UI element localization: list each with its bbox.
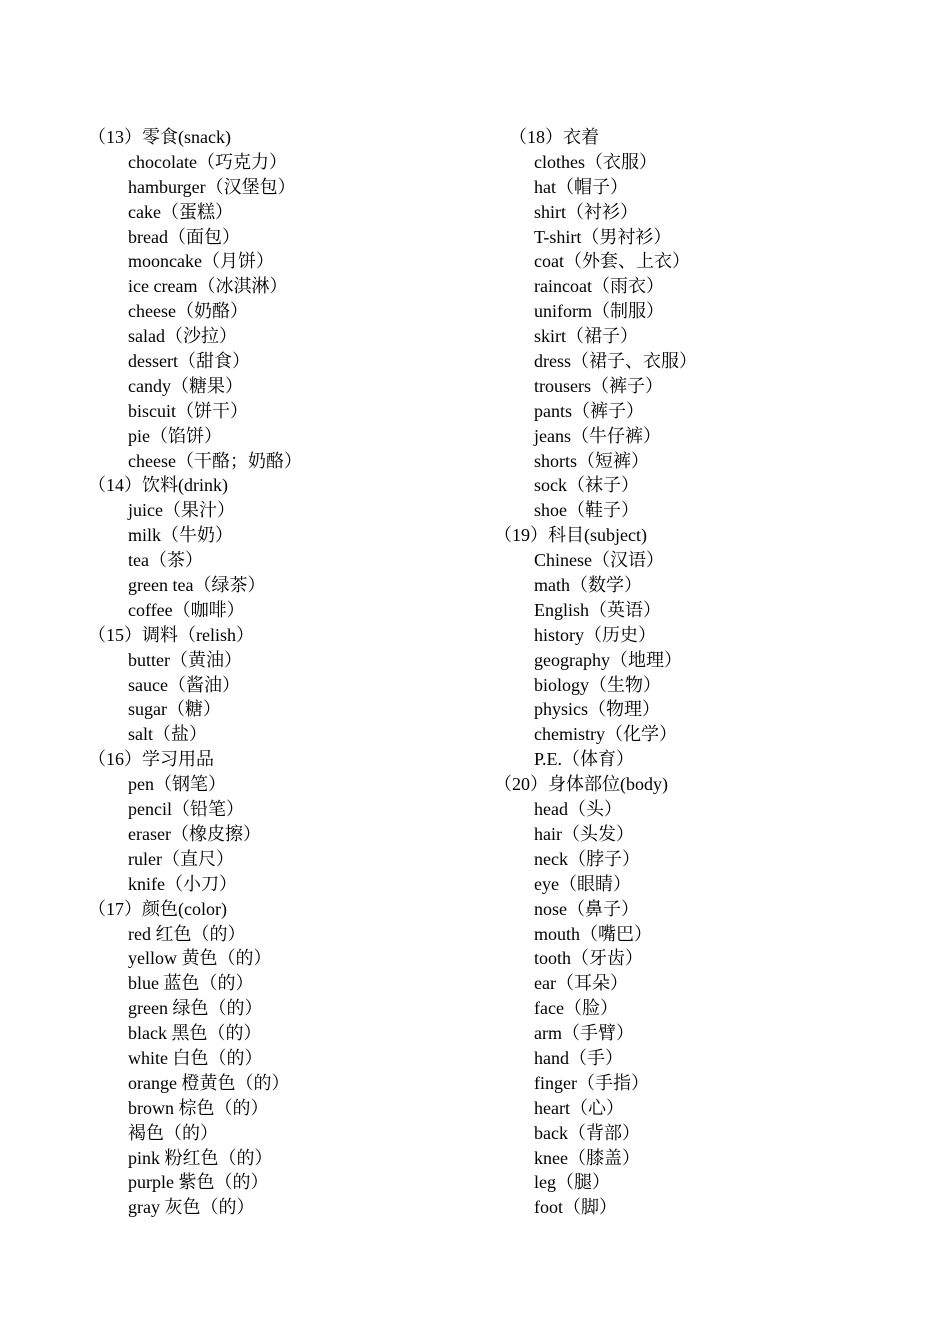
vocab-item: geography（地理） [534,649,682,670]
vocab-item: hamburger（汉堡包） [128,176,296,197]
vocab-item: cake（蛋糕） [128,201,233,222]
vocab-item: coffee（咖啡） [128,599,245,620]
vocab-item: history（历史） [534,624,657,645]
vocab-item: tea（茶） [128,550,203,571]
vocab-item: arm（手臂） [534,1023,634,1044]
vocab-item: sock（袜子） [534,475,639,496]
vocab-item: jeans（牛仔裤） [534,425,661,446]
vocab-item: candy（糖果） [128,375,243,396]
section-heading: （15）调料（relish） [88,624,254,645]
vocab-item: head（头） [534,799,622,820]
vocab-item: chocolate（巧克力） [128,151,287,172]
vocab-item: trousers（裤子） [534,375,663,396]
vocab-item: salt（盐） [128,724,207,745]
vocab-item: ruler（直尺） [128,848,234,869]
vocab-item: eraser（橡皮擦） [128,823,261,844]
vocab-item: blue 蓝色（的） [128,973,254,994]
vocab-item: gray 灰色（的） [128,1197,255,1218]
vocab-item: brown 棕色（的） [128,1097,269,1118]
vocab-item: ice cream（冰淇淋） [128,276,288,297]
vocab-item: English（英语） [534,599,662,620]
vocab-item: face（脸） [534,998,618,1019]
vocab-item: purple 紫色（的） [128,1172,269,1193]
vocab-item: butter（黄油） [128,649,242,670]
vocab-item: milk（牛奶） [128,525,234,546]
vocab-item: math（数学） [534,575,642,596]
vocab-item: yellow 黄色（的） [128,948,272,969]
vocab-item: bread（面包） [128,226,240,247]
left-column [88,125,508,1220]
vocab-item: knee（膝盖） [534,1147,640,1168]
vocab-item: T-shirt（男衬衫） [534,226,672,247]
section-heading: （13）零食(snack) [88,127,231,147]
vocab-item: shirt（衬衫） [534,201,639,222]
vocab-item: hair（头发） [534,823,634,844]
vocab-item: mooncake（月饼） [128,251,274,272]
section-heading: （17）颜色(color) [88,898,227,919]
vocab-item: red 红色（的） [128,923,246,944]
vocab-item: uniform（制服） [534,301,664,322]
vocab-item: 褐色（的） [128,1122,218,1143]
vocab-item: chemistry（化学） [534,724,677,745]
vocab-item: tooth（牙齿） [534,948,644,969]
vocab-item: orange 橙黄色（的） [128,1072,290,1093]
vocab-item: back（背部） [534,1122,640,1143]
vocab-item: sugar（糖） [128,699,221,720]
vocab-item: cheese（奶酪） [128,301,248,322]
vocab-item: knife（小刀） [128,873,237,894]
vocab-item: dress（裙子、衣服） [534,351,697,372]
vocab-item: clothes（衣服） [534,151,657,172]
vocab-item: neck（脖子） [534,848,640,869]
vocab-item: biscuit（饼干） [128,400,248,421]
vocab-item: pie（馅饼） [128,425,222,446]
vocab-item: pink 粉红色（的） [128,1147,273,1168]
section-heading: （20）身体部位(body) [494,774,668,795]
vocab-item: green 绿色（的） [128,998,263,1019]
vocab-item: pen（钢笔） [128,774,226,795]
vocab-item: physics（物理） [534,699,660,720]
section-heading: （16）学习用品 [88,749,214,770]
vocab-item: biology（生物） [534,674,662,695]
vocab-item: pants（裤子） [534,400,644,421]
vocab-item: hat（帽子） [534,176,628,197]
vocab-item: ear（耳朵） [534,973,628,994]
vocab-item: dessert（甜食） [128,351,250,372]
vocab-item: white 白色（的） [128,1047,263,1068]
vocab-item: shorts（短裤） [534,450,650,471]
vocab-item: raincoat（雨衣） [534,276,664,297]
section-heading: （14）饮料(drink) [88,475,228,496]
vocab-item: black 黑色（的） [128,1023,262,1044]
vocab-item: nose（鼻子） [534,898,639,919]
vocab-item: cheese（干酪；奶酪） [128,450,302,471]
vocab-item: leg（腿） [534,1172,610,1193]
vocab-item: P.E.（体育） [534,749,635,770]
right-column [494,125,914,1220]
vocab-item: eye（眼睛） [534,873,631,894]
section-heading: （19）科目(subject) [494,525,647,546]
section-heading: （18）衣着 [509,127,599,147]
vocab-item: heart（心） [534,1097,624,1118]
vocab-item: mouth（嘴巴） [534,923,653,944]
vocab-item: coat（外套、上衣） [534,251,690,272]
vocab-item: sauce（酱油） [128,674,240,695]
vocab-item: finger（手指） [534,1072,649,1093]
vocab-item: hand（手） [534,1047,623,1068]
vocab-item: shoe（鞋子） [534,500,639,521]
vocab-item: green tea（绿茶） [128,575,266,596]
vocab-item: juice（果汁） [128,500,235,521]
vocab-item: Chinese（汉语） [534,550,664,571]
vocab-item: foot（脚） [534,1197,617,1218]
vocab-item: skirt（裙子） [534,326,639,347]
vocab-item: pencil（铅笔） [128,799,244,820]
vocab-item: salad（沙拉） [128,326,237,347]
